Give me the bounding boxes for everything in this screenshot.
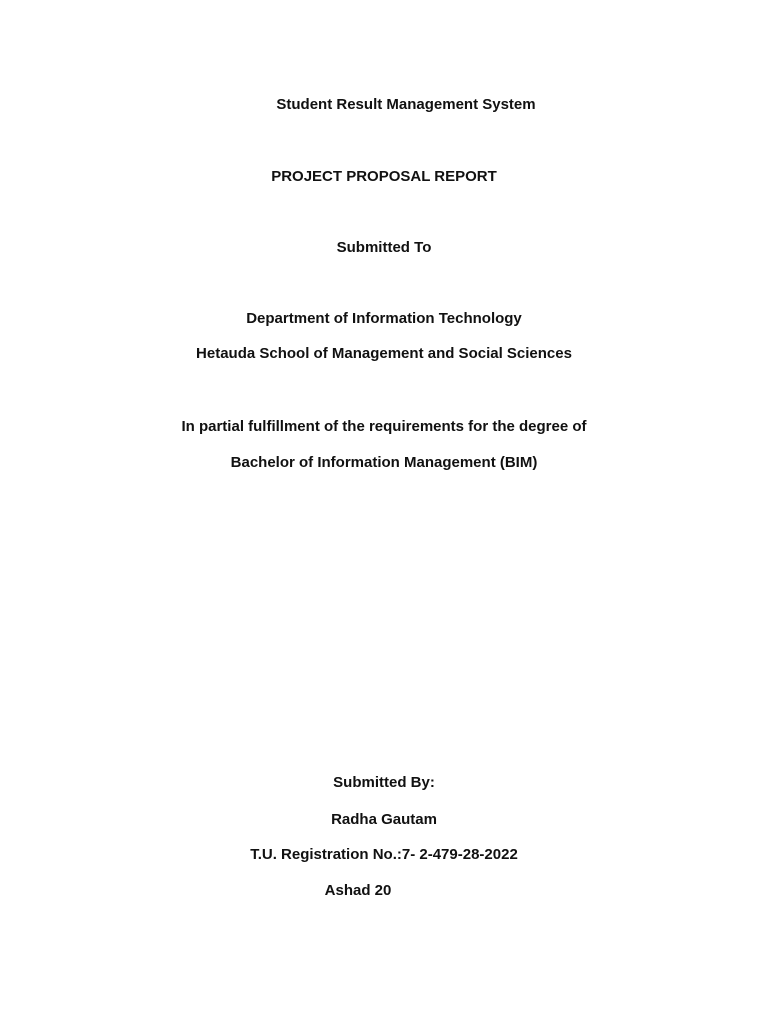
report-type-heading: PROJECT PROPOSAL REPORT <box>271 168 497 185</box>
institution-name: Hetauda School of Management and Social Sciences <box>196 345 572 362</box>
document-title: Student Result Management System <box>276 96 536 113</box>
submitted-by-label: Submitted By: <box>333 774 435 791</box>
department-name: Department of Information Technology <box>246 310 522 327</box>
degree-name: Bachelor of Information Management (BIM) <box>230 454 538 471</box>
author-name: Radha Gautam <box>331 811 437 828</box>
registration-number: T.U. Registration No.:7- 2-479-28-2022 <box>250 846 518 863</box>
fulfillment-statement: In partial fulfillment of the requirements for the degree of <box>181 418 587 435</box>
submitted-to-label: Submitted To <box>336 239 432 256</box>
submission-date: Ashad 20 <box>324 882 392 899</box>
